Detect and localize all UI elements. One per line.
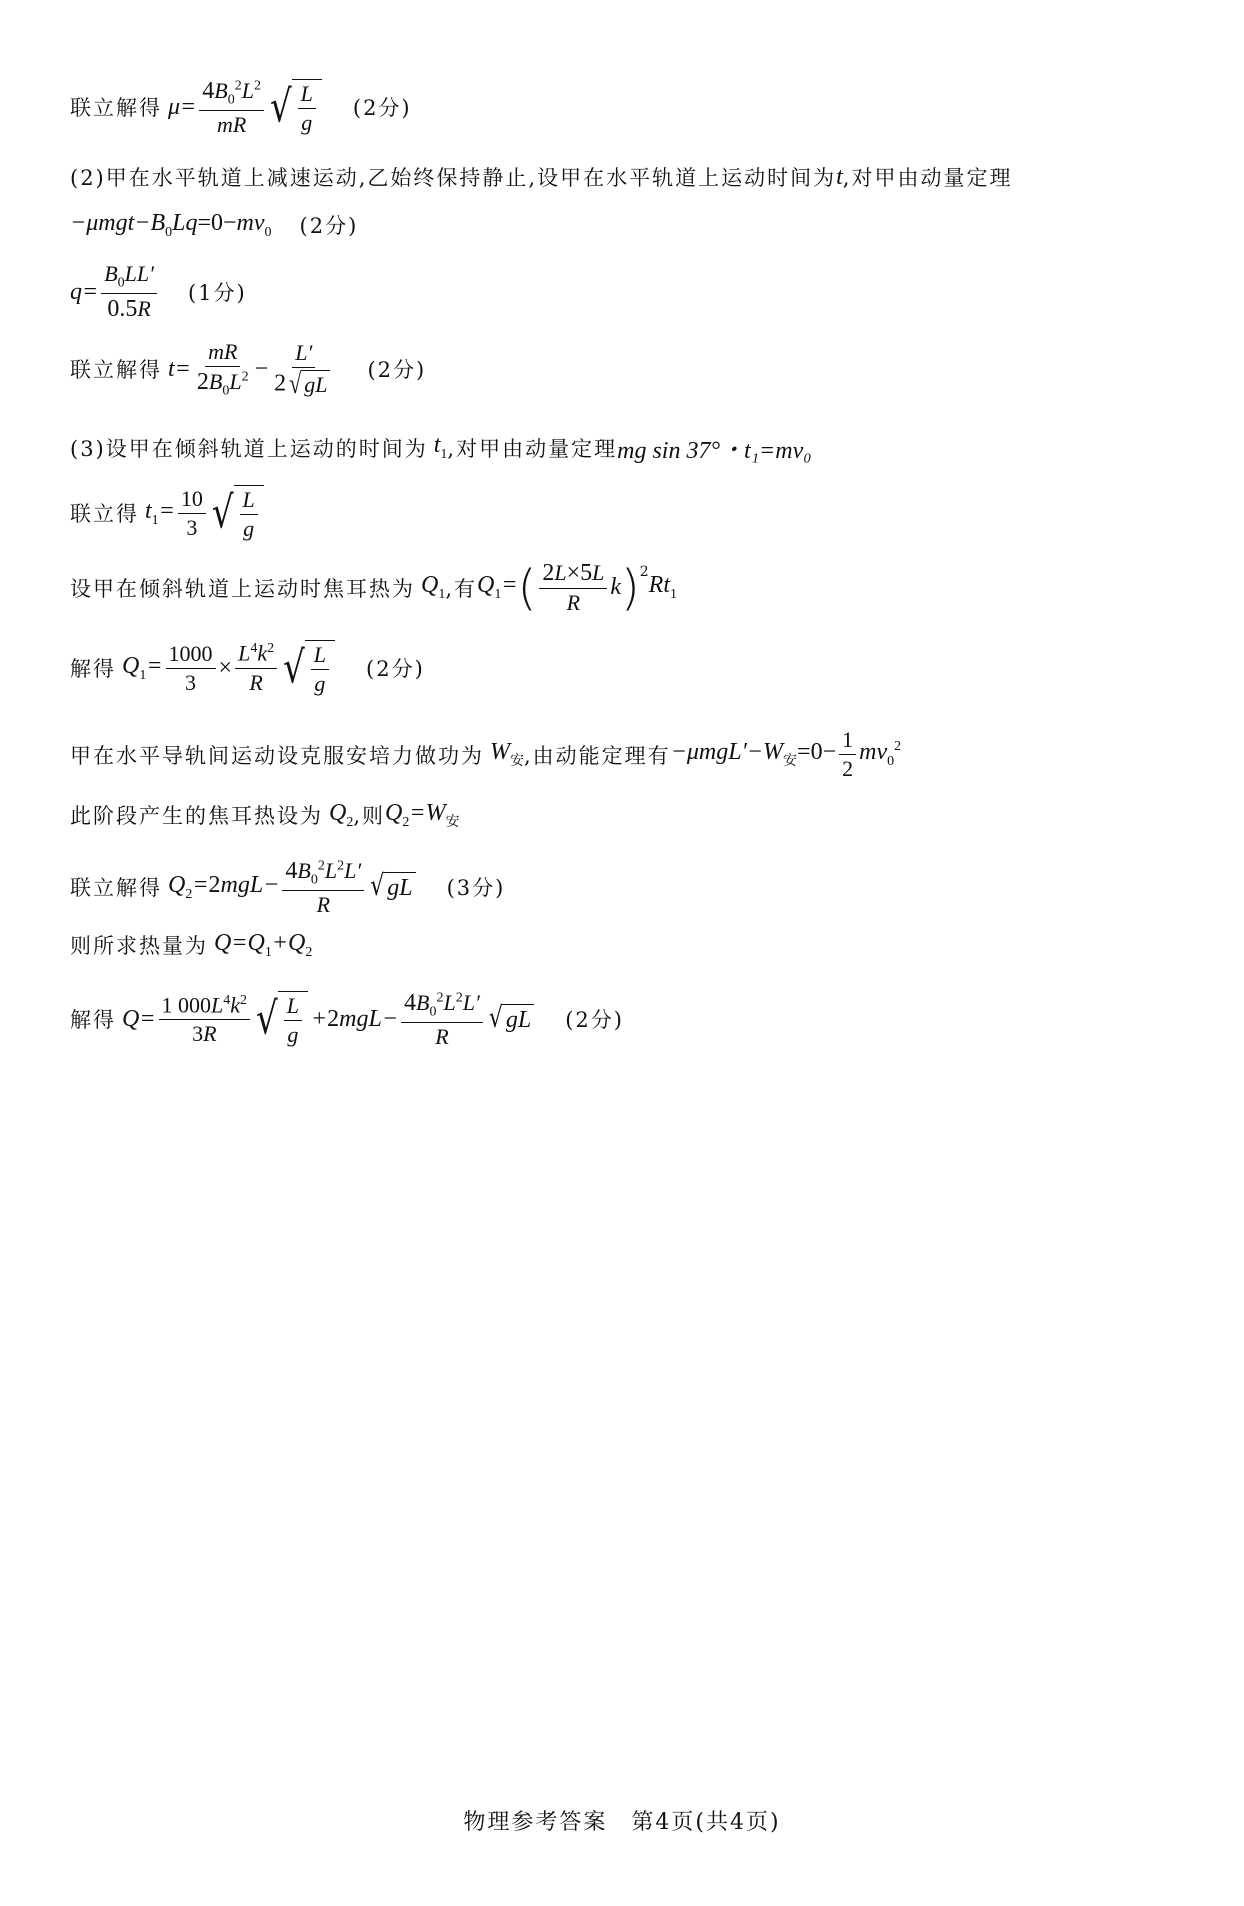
fraction: $\frac{1}{2}$	[839, 728, 856, 781]
sqrt: √ gL	[489, 1004, 534, 1034]
text-intro: (2)甲在水平轨道上减速运动,乙始终保持静止,设甲在水平轨道上运动时间为	[70, 166, 837, 190]
solution-line-4: 联立解得 t= $\frac{mR}{2B_0L^2}$ − L′ 2 √ gL (2分)	[70, 339, 427, 400]
sqrt: √ $\frac{L}{g}$	[283, 640, 335, 696]
formula: q=	[70, 278, 99, 305]
var-t: t	[836, 163, 843, 190]
paragraph-part-3	[70, 430, 812, 465]
text-label: 此阶段产生的焦耳热设为	[70, 804, 323, 829]
solution-line-2	[70, 210, 358, 241]
text-intro: (3)设甲在倾斜轨道上运动的时间为	[70, 436, 428, 461]
formula: $Q_2$	[323, 800, 354, 830]
score: (1分)	[187, 281, 247, 306]
score: (2分)	[367, 358, 427, 383]
solution-line-10	[70, 858, 505, 917]
score: (3分)	[446, 876, 506, 901]
formula: Q=	[116, 1005, 156, 1032]
text-mid: ,则	[353, 804, 386, 829]
fraction: $\frac{1000}{3}$	[166, 642, 216, 695]
fraction: $\frac{L^4k^2}{R}$	[235, 641, 277, 695]
score: (2分)	[366, 657, 425, 682]
formula: $Q_1=$	[116, 652, 163, 683]
text-mid: ,有	[445, 576, 478, 601]
solution-line-9	[70, 800, 460, 831]
solution-line-8: 甲在水平导轨间运动设克服安培力做功为 $W_安$ ,由动能定理有 $-\mu mgL'-W_安=0-$ $\frac{1}{2}$ $mv_0^2$	[70, 727, 902, 782]
formula: μ=	[162, 93, 197, 120]
text-label: 联立解得	[70, 358, 162, 383]
fraction: $\frac{mR}{2B_0L^2}$	[196, 339, 249, 399]
formula: $-\mu mgL'-W_安=0-$	[670, 739, 837, 770]
solution-line-5	[70, 485, 267, 541]
solution-line-1	[70, 78, 412, 137]
fraction: $\frac{4B_0^2L^2L'}{R}$	[282, 858, 364, 917]
formula: mg sin 37°・t₁=mv₀	[617, 438, 812, 464]
fraction: $\frac{2L\times 5L}{R}$	[539, 560, 607, 616]
sqrt: √ $\frac{L}{g}$	[270, 79, 322, 135]
fraction: $\frac{4B_0^2L^2}{mR}$	[199, 78, 264, 137]
formula: $t_1=$	[139, 497, 175, 528]
fraction: $\frac{4B_0^2L^2L'}{R}$	[401, 990, 483, 1049]
text-label: 联立解得	[70, 876, 162, 901]
formula: t=	[162, 355, 191, 382]
text-rest: ,对甲由动量定理	[842, 166, 1013, 190]
fraction: $\frac{B_0LL'}{0.5R}$	[101, 262, 157, 322]
score: (2分)	[352, 96, 412, 121]
text-label: 联立解得	[70, 96, 162, 121]
paragraph-part-2	[70, 162, 1012, 192]
solution-line-7: 解得 $Q_1=$ $\frac{1000}{3}$ × $\frac{L^4k^2}{R}$ √ $\frac{L}{g}$ (2分)	[70, 640, 425, 697]
solution-line-12: 解得 Q= $\frac{1 000L^4k^2}{3R}$ √ $\frac{L}{g}$ +2mgL− $\frac{4B_0^2L^2L'}{R}$ √ gL (2分)	[70, 990, 624, 1049]
score: (2分)	[565, 1008, 624, 1033]
formula: $-\mu mgt-B_0Lq=0-mv_0$	[70, 210, 272, 240]
sqrt: √ $\frac{L}{g}$	[256, 991, 308, 1047]
fraction: $\frac{10}{3}$	[178, 487, 206, 540]
solution-line-6: 设甲在倾斜轨道上运动时焦耳热为 $Q_1$ ,有 $Q_1=$ ( $\frac{2L\times 5L}{R}$ k ) $^2$ $Rt_1$	[70, 559, 677, 616]
text-label: 联立得	[70, 502, 139, 527]
formula: $Q_1$	[415, 572, 446, 603]
formula: $Q_2=W_安$	[385, 800, 460, 830]
formula: $Q_2=2mgL-$	[162, 872, 280, 902]
fraction: L′ 2 √ gL	[271, 341, 336, 397]
text-label: 解得	[70, 657, 116, 682]
text-label: 解得	[70, 1008, 116, 1033]
sqrt: √ $\frac{L}{g}$	[212, 485, 264, 541]
solution-line-3	[70, 262, 247, 322]
page-footer: 物理参考答案 第4页(共4页)	[463, 1810, 781, 1835]
var-t1: $t_1$	[427, 432, 448, 462]
fraction: $\frac{1 000L^4k^2}{3R}$	[159, 993, 251, 1047]
text-label: 甲在水平导轨间运动设克服安培力做功为	[70, 743, 484, 768]
formula: $Q=Q_1+Q_2$	[208, 930, 313, 960]
text-label: 设甲在倾斜轨道上运动时焦耳热为	[70, 576, 415, 601]
formula: $Q_1=$	[477, 572, 518, 603]
text-mid: ,由动能定理有	[524, 743, 671, 768]
formula: $W_安$	[484, 739, 524, 770]
text-rest: ,对甲由动量定理	[447, 436, 618, 461]
solution-line-11	[70, 930, 312, 961]
score: (2分)	[299, 214, 359, 239]
text-label: 则所求热量为	[70, 934, 208, 959]
sqrt: √ gL	[370, 872, 415, 902]
